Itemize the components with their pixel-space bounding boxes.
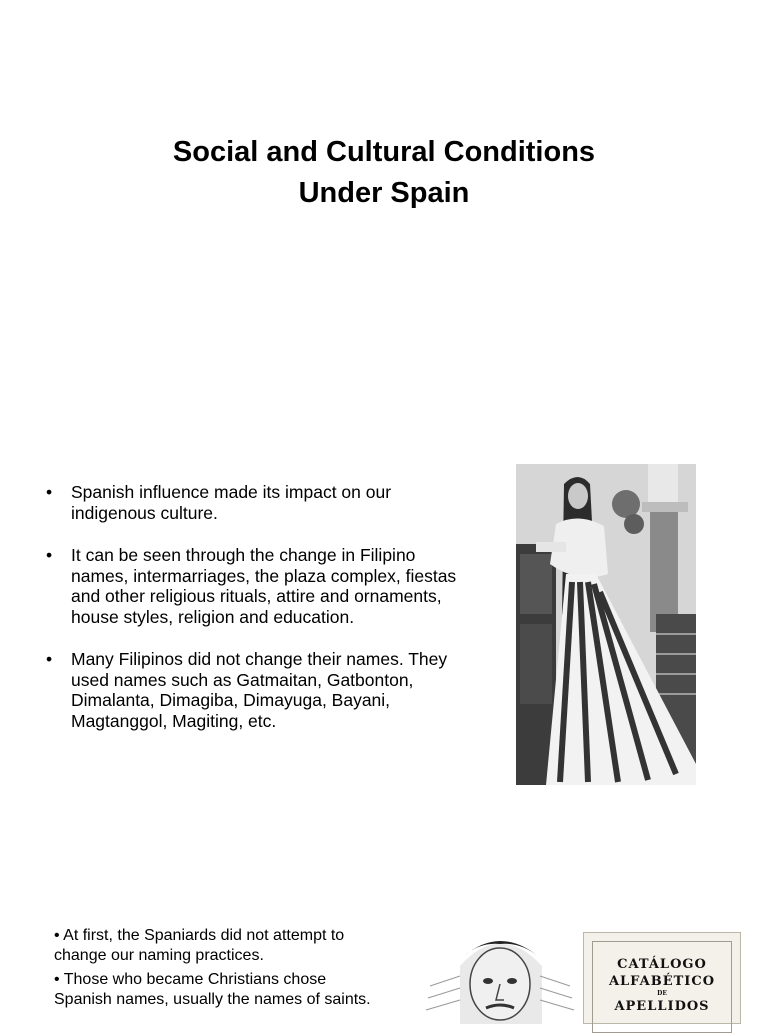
bullet-text: It can be seen through the change in Filipino names, intermarriages, the plaza complex, fiestas and other religious rituals, attire and ornaments, house styles, religion and education. <box>71 545 457 627</box>
historical-photo-woman <box>516 464 696 785</box>
bullet-dot: • <box>46 482 53 502</box>
title-line-2: Under Spain <box>298 177 470 209</box>
bullet-item <box>46 545 466 627</box>
book-title-line-1: CATÁLOGO <box>617 957 707 972</box>
book-cover-frame <box>592 941 732 1033</box>
slide-title <box>0 132 768 214</box>
slide-2 <box>0 896 768 1024</box>
bullet-item: • At first, the Spaniards did not attempt to change our naming practices. <box>54 927 345 964</box>
book-title-line-4: APELLIDOS <box>614 999 710 1014</box>
bullet-item: • Those who became Christians chose Spanish names, usually the names of saints. <box>54 971 371 1008</box>
book-title-line-3: DE <box>657 990 667 997</box>
catalogue-book-cover <box>583 932 741 1024</box>
bullet-text: Spanish influence made its impact on our indigenous culture. <box>71 482 392 523</box>
bullet-item <box>46 482 466 523</box>
book-title-line-2: ALFABÉTICO <box>608 974 716 989</box>
bullet-list-2 <box>54 926 384 1014</box>
bullet-list <box>46 482 466 753</box>
engraved-portrait-man <box>420 926 580 1024</box>
portrait-illustration <box>420 926 580 1024</box>
photo-illustration <box>516 464 696 785</box>
bullet-dot: • <box>46 545 53 565</box>
bullet-dot: • <box>46 649 53 669</box>
title-line-1: Social and Cultural Conditions <box>172 136 596 168</box>
bullet-item <box>46 649 466 731</box>
bullet-text: Many Filipinos did not change their names. They used names such as Gatmaitan, Gatbonton, Dimalanta, Dimagiba, Dimayuga, Bayani, Magtanggol, Magiting, etc. <box>71 649 448 731</box>
